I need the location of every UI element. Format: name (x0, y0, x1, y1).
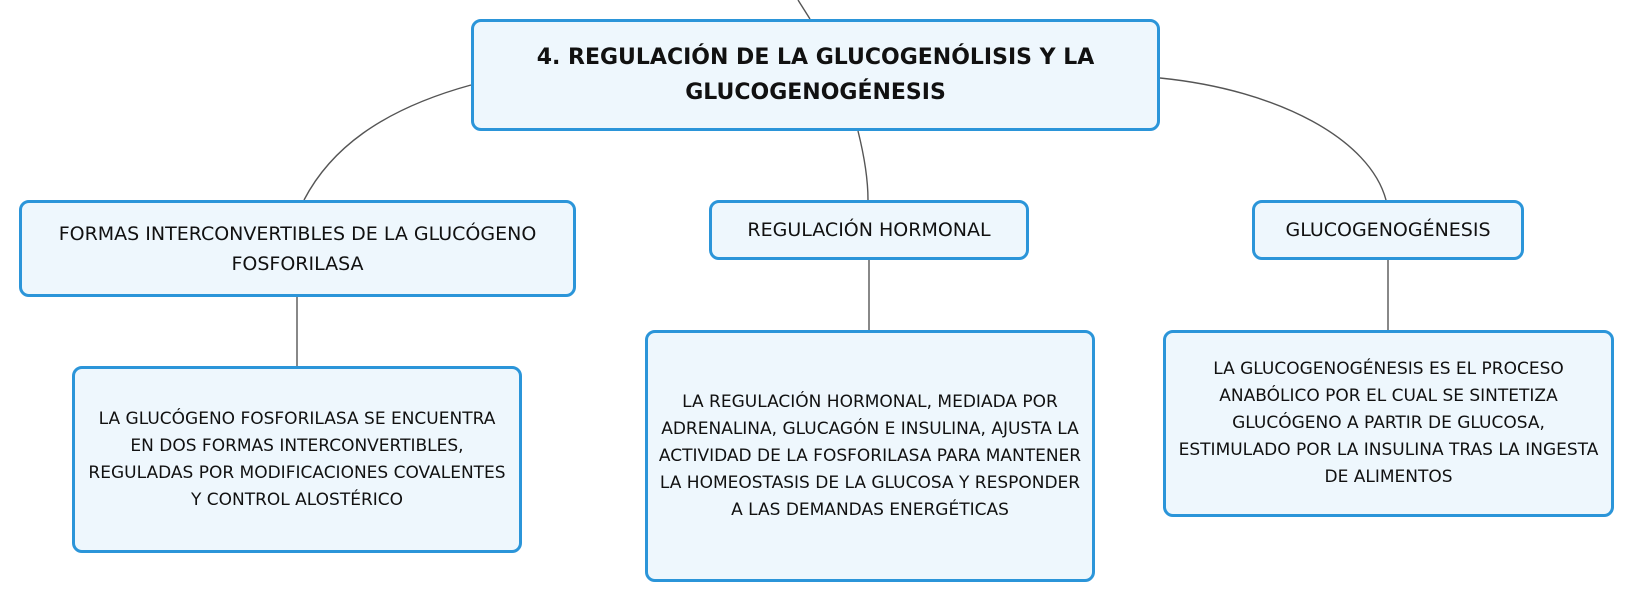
connector-root-to-hormonal (858, 131, 868, 200)
topic-label: GLUCOGENOGÉNESIS (1285, 219, 1491, 241)
connector-root-to-formas (304, 85, 471, 200)
detail-glucogenogenesis[interactable] (1163, 330, 1614, 517)
detail-formas-interconvertibles[interactable] (72, 366, 522, 553)
detail-text: LA GLUCÓGENO FOSFORILASA SE ENCUENTRA EN DOS FORMAS INTERCONVERTIBLES, REGULADAS POR MODIFICACIONES COVALENTES Y CONTROL ALOSTÉRICO (88, 408, 506, 510)
topic-label: FORMAS INTERCONVERTIBLES DE LA GLUCÓGENO FOSFORILASA (58, 222, 537, 275)
topic-label: REGULACIÓN HORMONAL (747, 219, 991, 241)
connector-root-to-glucogenesis (1160, 78, 1386, 200)
connector-parent-to-root (798, 0, 810, 19)
root-topic-node[interactable] (471, 19, 1160, 131)
detail-text: LA REGULACIÓN HORMONAL, MEDIADA POR ADRENALINA, GLUCAGÓN E INSULINA, AJUSTA LA ACTIVIDAD DE LA FOSFORILASA PARA MANTENER LA HOMEOSTASIS DE LA GLUCOSA Y RESPONDER A LAS DEMANDAS ENERGÉTICAS (658, 391, 1082, 520)
detail-regulacion-hormonal[interactable] (645, 330, 1095, 582)
topic-formas-interconvertibles[interactable] (19, 200, 576, 297)
root-topic-title: 4. REGULACIÓN DE LA GLUCOGENÓLISIS Y LA GLUCOGENOGÉNESIS (536, 45, 1095, 105)
topic-regulacion-hormonal[interactable] (709, 200, 1029, 260)
topic-glucogenogenesis[interactable] (1252, 200, 1524, 260)
detail-text: LA GLUCOGENOGÉNESIS ES EL PROCESO ANABÓLICO POR EL CUAL SE SINTETIZA GLUCÓGENO A PARTIR DE GLUCOSA, ESTIMULADO POR LA INSULINA TRAS LA INGESTA DE ALIMENTOS (1178, 359, 1599, 487)
